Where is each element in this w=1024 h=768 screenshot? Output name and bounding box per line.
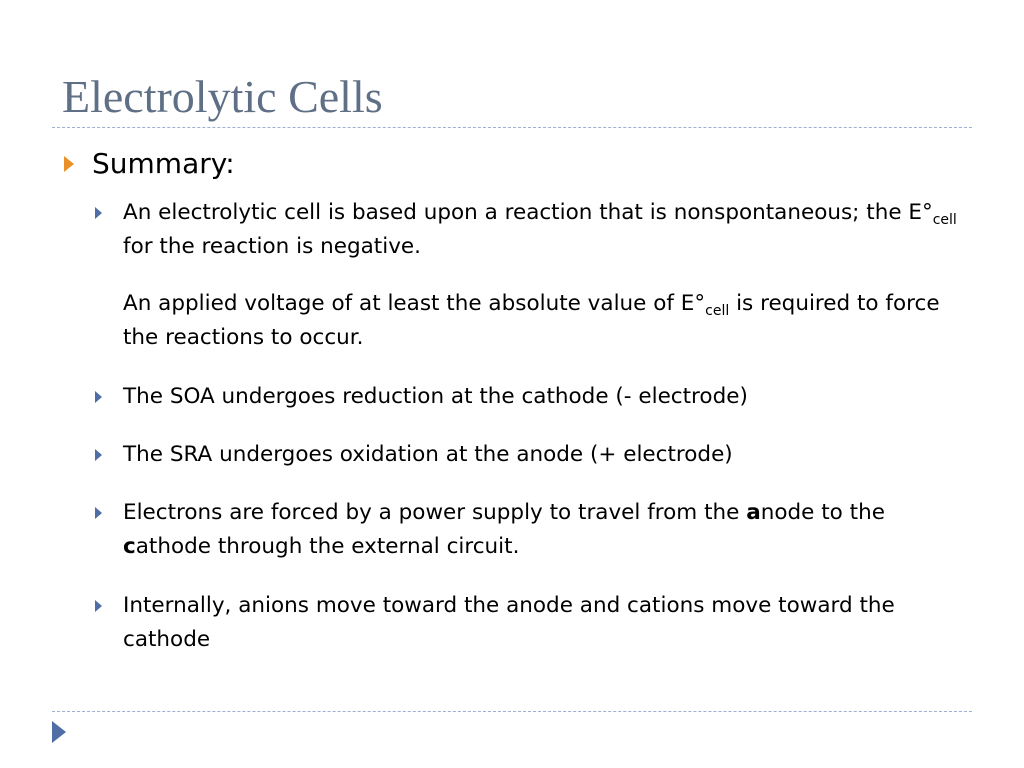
list-item: The SOA undergoes reduction at the cathode (- electrode) [123, 384, 748, 409]
orange-triangle-bullet-icon [64, 156, 74, 172]
blue-triangle-bullet-icon [95, 449, 102, 461]
list-item [123, 496, 973, 564]
blue-triangle-bullet-icon [95, 391, 102, 403]
list-item: The SRA undergoes oxidation at the anode (+ electrode) [123, 442, 733, 467]
list-item: Internally, anions move toward the anode and cations move toward the cathode [123, 593, 895, 652]
item-subscript: cell [932, 212, 957, 228]
blue-triangle-arrow-icon [52, 721, 66, 743]
item-subscript: cell [705, 303, 730, 319]
item-text: athode through the external circuit. [135, 534, 520, 559]
item-text: Electrons are forced by a power supply to travel from the [123, 500, 747, 525]
footer-divider [52, 711, 972, 712]
item-bold-letter: c [123, 534, 136, 559]
item-text: for the reaction is negative. [123, 234, 421, 259]
blue-triangle-bullet-icon [95, 207, 102, 219]
item-text: An electrolytic cell is based upon a reaction that is nonspontaneous; the E° [123, 200, 933, 225]
item-text: node to the [760, 500, 885, 525]
slide-title: Electrolytic Cells [62, 71, 383, 122]
title-divider [52, 127, 972, 128]
item-bold-letter: a [746, 500, 761, 525]
list-item [123, 287, 973, 355]
item-text: An applied voltage of at least the absolute value of E° [123, 291, 706, 316]
blue-triangle-bullet-icon [95, 507, 102, 519]
summary-heading: Summary: [92, 147, 235, 180]
item-text: is required to force the reactions to occur. [123, 291, 940, 350]
list-item [123, 196, 973, 264]
blue-triangle-bullet-icon [95, 600, 102, 612]
